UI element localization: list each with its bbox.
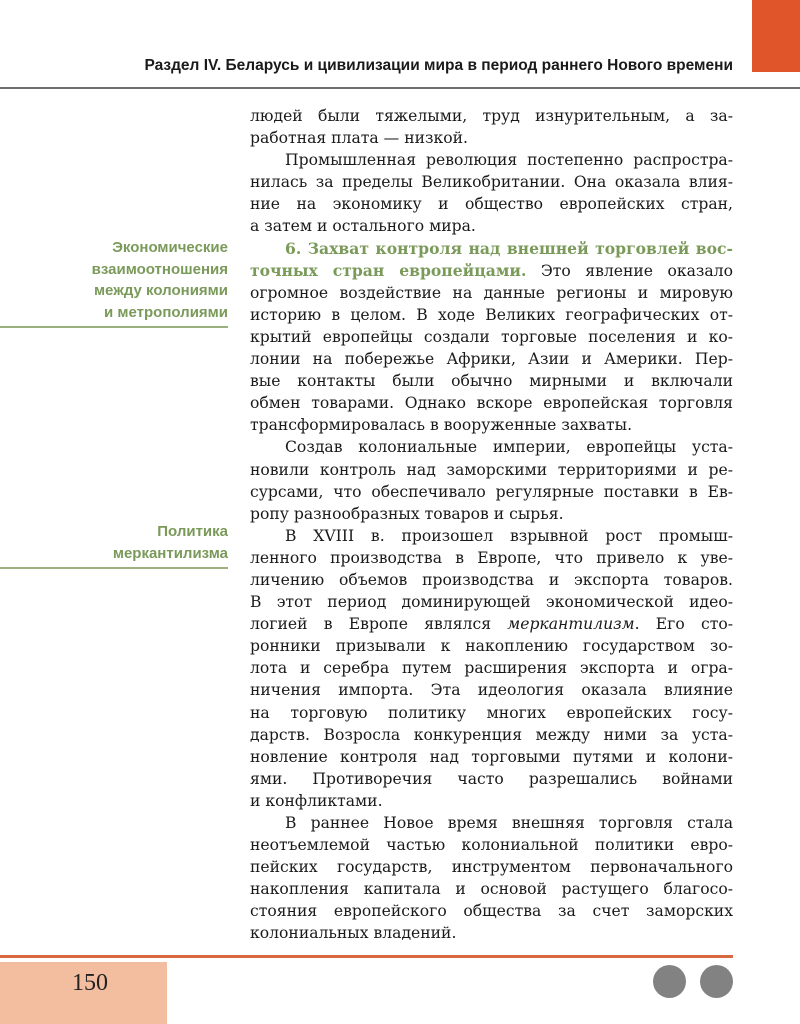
text-segment: В этот период доминирующей экономической идео-: [250, 593, 733, 612]
margin-note-divider: [0, 567, 228, 569]
margin-note-mercantilism: [113, 521, 228, 564]
text-segment: дарств. Возросла конкуренция между ними за уста-: [250, 725, 733, 744]
text-line: [250, 746, 733, 768]
text-line: [250, 392, 733, 414]
text-segment: Промышленная революция постепенно распростра-: [285, 151, 733, 170]
section-heading-text: 6. Захват контроля над внешней торговлей вос-: [285, 238, 733, 258]
margin-note-line: и метрополиями: [104, 304, 228, 322]
text-line: [250, 856, 733, 878]
text-segment: трансформировалась в вооруженные захваты.: [250, 416, 633, 435]
decorative-dot: [700, 965, 733, 998]
text-line: [250, 525, 733, 547]
text-segment: стояния европейского общества за счет заморских: [250, 902, 733, 921]
text-line: [250, 657, 733, 679]
text-segment: лота и серебра путем расширения экспорта и огра-: [250, 659, 733, 678]
text-line: [250, 459, 733, 481]
text-segment: накопления капитала и основой растущего благосо-: [250, 880, 733, 899]
text-segment: ничения импорта. Эта идеология оказала влияние: [250, 681, 733, 700]
text-segment: ропу разнообразных товаров и сырья.: [250, 504, 564, 523]
text-line: [250, 702, 733, 724]
section-heading-text: точных стран европейцами.: [250, 260, 527, 280]
text-line: [250, 348, 733, 370]
text-segment: личению объемов производства и экспорта товаров.: [250, 570, 733, 589]
text-line: [250, 790, 733, 812]
margin-note-line: взаимоотношения: [91, 260, 228, 278]
text-segment: новили контроль над заморскими территориями и ре-: [250, 460, 733, 479]
text-segment: работная плата — низкой.: [250, 129, 468, 148]
text-line: [250, 370, 733, 392]
text-line: [250, 724, 733, 746]
text-line: [250, 635, 733, 657]
text-line: [250, 591, 733, 613]
text-line: [250, 149, 733, 171]
margin-note-divider: [0, 326, 228, 328]
text-segment: историю в целом. В ходе Великих географических от-: [250, 305, 733, 324]
text-line: [250, 326, 733, 348]
text-line: [250, 215, 733, 237]
text-segment: Это явление оказало: [526, 261, 733, 280]
text-segment: В раннее Новое время внешняя торговля стала: [285, 814, 733, 832]
text-line: [250, 481, 733, 503]
text-line: [250, 878, 733, 900]
text-segment: вые контакты были обычно мирными и включали: [250, 372, 733, 391]
margin-note-line: Политика: [157, 523, 228, 540]
text-segment: логией в Европе являлся: [250, 615, 508, 634]
text-line: [250, 436, 733, 458]
text-segment: огромное воздействие на данные регионы и мировую: [250, 283, 733, 302]
text-segment: обмен товарами. Однако вскоре европейская торговля: [250, 394, 733, 413]
main-text: [250, 105, 733, 945]
text-line: [250, 304, 733, 326]
text-line: [250, 547, 733, 569]
text-line: [250, 238, 733, 260]
text-segment: В XVIII в. произошел взрывной рост промыш-: [285, 526, 733, 545]
text-line: [250, 193, 733, 215]
chapter-tab-marker: [752, 0, 800, 72]
text-line: [250, 834, 733, 856]
text-line: [250, 679, 733, 701]
text-segment: крытий европейцы создали торговые поселения и ко-: [250, 327, 733, 346]
header-divider: [0, 87, 800, 89]
margin-note-line: меркантилизма: [112, 544, 228, 562]
text-segment: колониальных владений.: [250, 924, 457, 943]
running-header: Раздел IV. Беларусь и цивилизации мира в период раннего Нового времени: [144, 57, 733, 74]
text-segment: нилась за пределы Великобритании. Она оказала влия-: [250, 173, 733, 192]
text-segment: . Его сто-: [634, 615, 733, 634]
text-segment: новление контроля над торговыми путями и колони-: [250, 747, 733, 766]
text-segment: на торговую политику многих европейских госу-: [250, 703, 733, 722]
text-line: [250, 260, 733, 282]
text-line: [250, 812, 733, 834]
text-line: [250, 922, 733, 944]
text-segment: ями. Противоречия часто разрешались войнами: [250, 769, 733, 788]
text-segment: пейских государств, инструментом первоначального: [250, 858, 733, 877]
text-line: [250, 171, 733, 193]
text-line: [250, 127, 733, 149]
text-segment: Создав колониальные империи, европейцы уста-: [285, 438, 733, 457]
emphasized-term: меркантилизм: [507, 615, 635, 634]
text-line: [250, 105, 733, 127]
text-segment: людей были тяжелыми, труд изнурительным, а за-: [250, 107, 733, 125]
text-line: [250, 414, 733, 436]
text-line: [250, 282, 733, 304]
text-segment: и конфликтами.: [250, 791, 383, 810]
text-line: [250, 569, 733, 591]
text-line: [250, 613, 733, 635]
footer-divider: [0, 955, 733, 958]
text-segment: ленного производства в Европе, что привело к уве-: [250, 548, 733, 567]
decorative-dot: [653, 965, 686, 998]
text-line: [250, 900, 733, 922]
margin-note-line: между колониями: [93, 282, 228, 300]
text-line: [250, 768, 733, 790]
text-segment: сурсами, что обеспечивало регулярные поставки в Ев-: [250, 482, 733, 501]
margin-note-economic-relations: [92, 237, 228, 324]
text-segment: ронники призывали к накоплению государством зо-: [250, 637, 733, 656]
page-number: 150: [72, 970, 108, 996]
text-segment: ние на экономику и общество европейских стран,: [250, 195, 733, 214]
text-line: [250, 503, 733, 525]
text-segment: лонии на побережье Африки, Азии и Америки. Пер-: [250, 350, 733, 369]
text-segment: а затем и остального мира.: [250, 217, 476, 236]
margin-note-line: Экономические: [112, 239, 228, 256]
text-segment: неотъемлемой частью колониальной политики евро-: [250, 836, 733, 855]
